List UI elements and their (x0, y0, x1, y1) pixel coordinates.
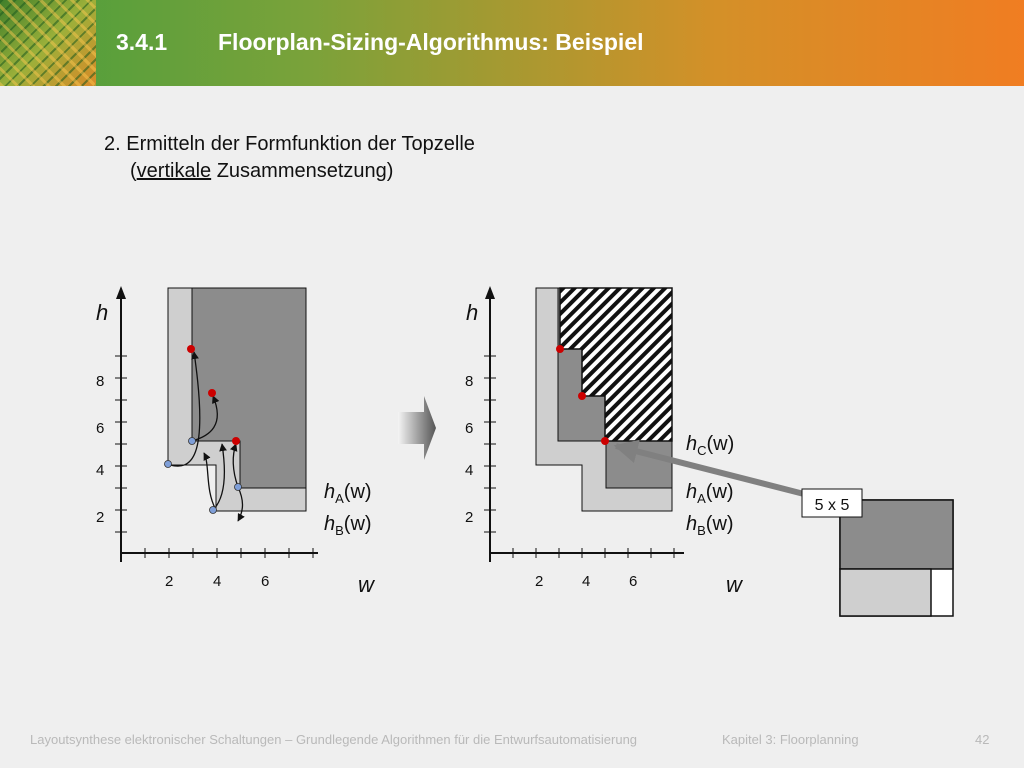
line-2-rest: Zusammensetzung) (211, 160, 394, 182)
right-ha-label: $h_A(w)$ (686, 481, 734, 506)
footer-page-number: 42 (975, 732, 990, 747)
right-x-tick-label-4: 4 (582, 573, 591, 590)
footer-chapter: Kapitel 3: Floorplanning (722, 732, 859, 747)
footer-course-title: Layoutsynthese elektronischer Schaltungen – Grundlegende Algorithmen für die Entwurfsautomatisierung (30, 732, 638, 747)
right-x-tick-label-2: 2 (535, 573, 544, 590)
left-y-tick-label-4: 4 (96, 462, 105, 479)
right-y-tick-label-6: 6 (465, 420, 474, 437)
title-text: Floorplan-Sizing-Algorithmus: Beispiel (218, 29, 644, 55)
right-hb-label: $h_B(w)$ (686, 513, 734, 538)
footer (0, 732, 1024, 752)
left-y-tick-label-6: 6 (96, 420, 105, 437)
paren-open: ( (130, 160, 137, 182)
left-hb-label: $h_B(w)$ (324, 513, 372, 538)
transition-arrow (398, 396, 436, 460)
callout-label: 5 x 5 (814, 497, 850, 514)
right-y-tick-label-2: 2 (465, 509, 474, 526)
underlined-word: vertikale (136, 160, 212, 182)
left-y-tick-label-2: 2 (96, 509, 105, 526)
left-y-arrowhead (116, 286, 126, 299)
step-line-1: 2. Ermitteln der Formfunktion der Topzelle (104, 133, 475, 155)
left-x-tick-label-6: 6 (261, 573, 270, 590)
floorplan-block-b (840, 569, 931, 616)
left-y-axis-label: h (96, 300, 109, 325)
left-x-axis-label: w (358, 572, 374, 597)
right-x-axis-label: w (726, 572, 742, 597)
right-x-tick-label-6: 6 (629, 573, 638, 590)
left-y-tick-label-8: 8 (96, 373, 105, 390)
right-plot (465, 286, 744, 597)
left-plot (96, 286, 376, 597)
left-x-tick-label-2: 2 (165, 573, 174, 590)
left-x-tick-label-4: 4 (213, 573, 222, 590)
right-hc-label: $h_C(w)$ (686, 433, 735, 458)
left-ha-label: $h_A(w)$ (324, 481, 372, 506)
section-number: 3.4.1 (116, 29, 168, 55)
right-y-axis-label: h (466, 300, 479, 325)
right-y-arrowhead (485, 286, 495, 299)
right-y-tick-label-4: 4 (465, 462, 474, 479)
right-y-tick-label-8: 8 (465, 373, 474, 390)
